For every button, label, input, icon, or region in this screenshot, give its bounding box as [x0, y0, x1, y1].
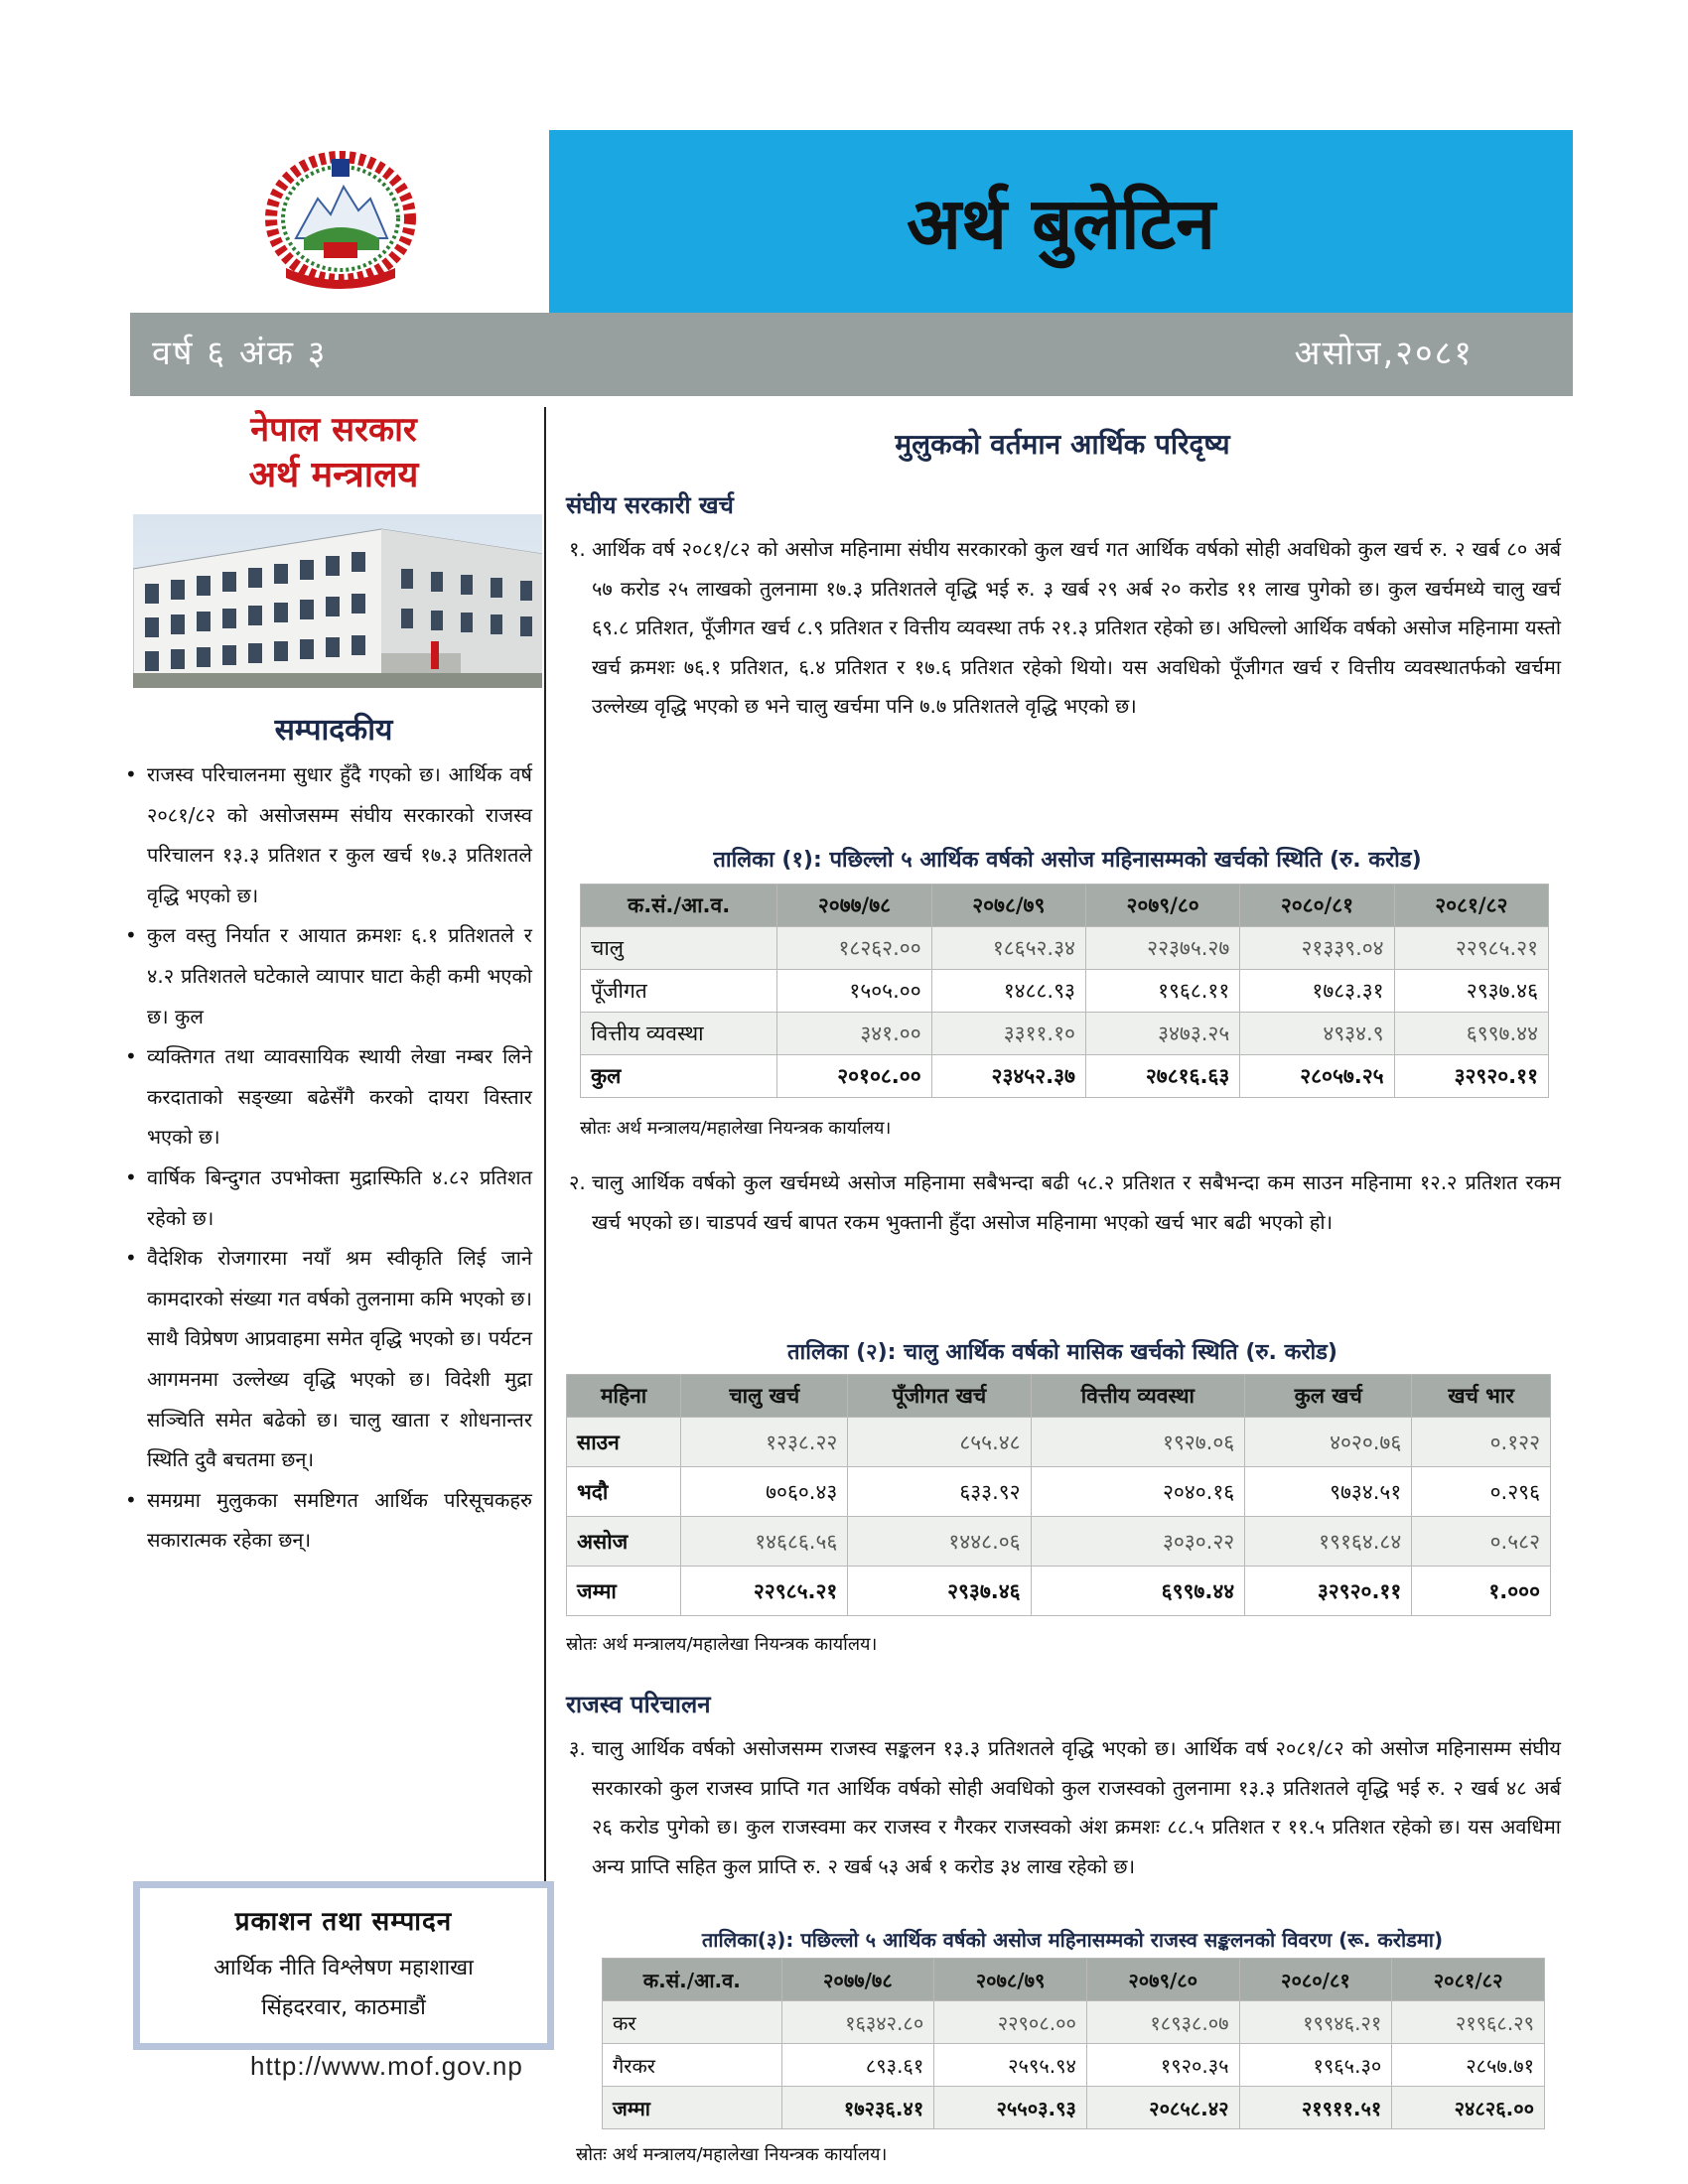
table-cell: ४९३४.९: [1240, 1013, 1394, 1055]
table-cell: १५०५.००: [777, 970, 931, 1013]
list-item: • समग्रमा मुलुकका समष्टिगत आर्थिक परिसूचकहरु सकारात्मक रहेका छन्।: [123, 1480, 532, 1561]
table-header-cell: २०८०/८१: [1239, 1959, 1392, 2001]
table-cell: २७८१६.६३: [1085, 1055, 1239, 1098]
table-cell: कर: [603, 2001, 782, 2044]
paragraph-text: आर्थिक वर्ष २०८१/८२ को असोज महिनामा संघीय सरकारको कुल खर्च गत आर्थिक वर्षको सोही अवधिको कुल खर्च रु. २ खर्ब ८० अर्ब ५७ करोड २५ लाखको तुलनामा १७.३ प्रतिशतले वृद्धि भई रु. ३ खर्ब २९ अर्ब २० करोड ११ लाख पुगेको छ। कुल खर्चमध्ये चालु खर्च ६९.८ प्रतिशत, पूँजीगत खर्च ८.९ प्रतिशत र वित्तीय व्यवस्था तर्फ २१.३ प्रतिशत रहेको छ। अघिल्लो आर्थिक वर्षको असोज महिनामा यस्तो खर्च क्रमशः ७६.१ प्रतिशत, ६.४ प्रतिशत र १७.६ प्रतिशत रहेको थियो। यस अवधिको पूँजीगत खर्च र वित्तीय व्यवस्थातर्फको खर्चमा उल्लेख्य वृद्धि भएको छ भने चालु खर्चमा पनि ७.७ प्रतिशतले वृद्धि भएको छ।: [592, 537, 1561, 718]
table-row: [567, 1467, 1551, 1517]
editorial-list: [123, 754, 532, 1561]
paragraph-1: [569, 530, 1561, 727]
publication-division: आर्थिक नीति विश्लेषण महाशाखा: [213, 1956, 474, 1980]
table-cell: २२३७५.२७: [1085, 927, 1239, 970]
table-cell: ३२९२०.११: [1394, 1055, 1548, 1098]
table-header-cell: कुल खर्च: [1245, 1375, 1412, 1418]
table-cell: २१३३९.०४: [1240, 927, 1394, 970]
table-row: [567, 1517, 1551, 1567]
table-cell: १८२६२.००: [777, 927, 931, 970]
table-cell: भदौ: [567, 1467, 681, 1517]
table3-revenue: [602, 1958, 1545, 2129]
publication-heading: प्रकाशन तथा सम्पादन: [234, 1907, 453, 1937]
table-cell: ९७३४.५१: [1245, 1467, 1412, 1517]
paragraph-text: चालु आर्थिक वर्षको कुल खर्चमध्ये असोज महिनामा सबैभन्दा बढी ५८.२ प्रतिशत र सबैभन्दा कम साउन महिनामा १२.२ प्रतिशत रकम खर्च भएको छ। चाडपर्व खर्च बापत रकम भुक्तानी हुँदा असोज महिनामा भएको खर्च भार बढी भएको हो।: [592, 1170, 1561, 1234]
bulletin-title-banner: [549, 130, 1573, 313]
table-cell: १४६८६.५६: [681, 1517, 848, 1567]
table-cell: जम्मा: [603, 2087, 782, 2129]
table-cell: १९६५.३०: [1239, 2044, 1392, 2087]
table-cell: २४८२६.००: [1392, 2087, 1545, 2129]
table-header-cell: क.सं./आ.व.: [581, 885, 777, 927]
table-cell: ३२९२०.११: [1245, 1567, 1412, 1616]
sidebar-divider: [544, 407, 546, 1936]
table-header-cell: २०७९/८०: [1086, 1959, 1239, 2001]
table-header-cell: खर्च भार: [1412, 1375, 1551, 1418]
list-item: • राजस्व परिचालनमा सुधार हुँदै गएको छ। आर्थिक वर्ष २०८१/८२ को असोजसम्म संघीय सरकारको राजस्व परिचालन १३.३ प्रतिशत र कुल खर्च १७.३ प्रतिशतले वृद्धि भएको छ।: [123, 754, 532, 915]
table-cell: २८५७.७१: [1392, 2044, 1545, 2087]
table-cell: ६९९७.४४: [1394, 1013, 1548, 1055]
table-header-cell: २०७८/७९: [931, 885, 1085, 927]
table-cell: ०.५८२: [1412, 1517, 1551, 1567]
section-heading-revenue: राजस्व परिचालन: [566, 1691, 711, 1718]
table-cell: १.०००: [1412, 1567, 1551, 1616]
table-cell: २२९८५.२१: [1394, 927, 1548, 970]
publication-box: [133, 1881, 554, 2050]
table-cell: पूँजीगत: [581, 970, 777, 1013]
ministry-name: अर्थ मन्त्रालय: [248, 455, 419, 495]
table-header-cell: चालु खर्च: [681, 1375, 848, 1418]
table-cell: ३३११.१०: [931, 1013, 1085, 1055]
table-cell: ४०२०.७६: [1245, 1418, 1412, 1467]
table-cell: ८५५.४८: [848, 1418, 1031, 1467]
table-cell: साउन: [567, 1418, 681, 1467]
issue-bar: [130, 313, 1573, 396]
paragraph-number: ३.: [569, 1736, 586, 1760]
table1-expenditure: [580, 884, 1549, 1098]
issue-number: वर्ष ६ अंक ३: [152, 334, 328, 373]
table-cell: १४४८.०६: [848, 1517, 1031, 1567]
table-header-cell: २०७९/८०: [1085, 885, 1239, 927]
table-cell: ७०६०.४३: [681, 1467, 848, 1517]
table-row: [567, 1418, 1551, 1467]
table-cell: चालु: [581, 927, 777, 970]
website-link[interactable]: http://www.mof.gov.np: [250, 2051, 523, 2081]
table-row: [581, 927, 1549, 970]
table-header-cell: २०८०/८१: [1240, 885, 1394, 927]
table-cell: ०.२९६: [1412, 1467, 1551, 1517]
table-cell: १९९४६.२१: [1239, 2001, 1392, 2044]
table-header-cell: २०८१/८२: [1394, 885, 1548, 927]
table-cell: २२९८५.२१: [681, 1567, 848, 1616]
table-row: [581, 1055, 1549, 1098]
table-cell: गैरकर: [603, 2044, 782, 2087]
paragraph-3: [569, 1729, 1561, 1886]
table-cell: २०४०.१६: [1031, 1467, 1245, 1517]
table-cell: २०१०८.००: [777, 1055, 931, 1098]
government-name-block: [130, 407, 537, 498]
table-cell: कुल: [581, 1055, 777, 1098]
table-cell: २२९०८.००: [934, 2001, 1087, 2044]
table-header-cell: २०७७/७८: [777, 885, 931, 927]
ministry-building-photo: [133, 514, 542, 688]
table-header-row: [581, 885, 1549, 927]
table2-caption: तालिका (२): चालु आर्थिक वर्षको मासिक खर्चको स्थिति (रु. करोड): [787, 1340, 1337, 1365]
publication-address: सिंहदरवार, काठमाडौं: [261, 1995, 426, 2020]
paragraph-2: [569, 1163, 1561, 1242]
table-cell: ३०३०.२२: [1031, 1517, 1245, 1567]
main-heading: मुलुकको वर्तमान आर्थिक परिदृष्य: [895, 428, 1230, 461]
table1-source: स्रोतः अर्थ मन्त्रालय/महालेखा नियन्त्रक कार्यालय।: [580, 1118, 892, 1139]
table-cell: ३४१.००: [777, 1013, 931, 1055]
list-item: • वैदेशिक रोजगारमा नयाँ श्रम स्वीकृति लिई जाने कामदारको संख्या गत वर्षको तुलनामा कमि भएको छ। साथै विप्रेषण आप्रवाहमा समेत वृद्धि भएको छ। पर्यटन आगमनमा उल्लेख्य वृद्धि भएको छ। विदेशी मुद्रा सञ्चिति समेत बढेको छ। चालु खाता र शोधनान्तर स्थिति दुवै बचतमा छन्।: [123, 1238, 532, 1480]
table-cell: २१९६८.२९: [1392, 2001, 1545, 2044]
table-cell: ३४७३.२५: [1085, 1013, 1239, 1055]
table-header-row: [603, 1959, 1545, 2001]
table-cell: १७२३६.४१: [781, 2087, 934, 2129]
paragraph-text: चालु आर्थिक वर्षको असोजसम्म राजस्व सङ्कलन १३.३ प्रतिशतले वृद्धि भएको छ। आर्थिक वर्ष २०८१/८२ को असोज महिनासम्म संघीय सरकारको कुल राजस्व प्राप्ति गत आर्थिक वर्षको सोही अवधिको कुल राजस्वको तुलनामा १३.३ प्रतिशतले वृद्धि भई रु. २ खर्ब ४८ अर्ब २६ करोड पुगेको छ। कुल राजस्वमा कर राजस्व र गैरकर राजस्वको अंश क्रमशः ८८.५ प्रतिशत र ११.५ प्रतिशत रहेको छ। यस अवधिमा अन्य प्राप्ति सहित कुल प्राप्ति रु. २ खर्ब ५३ अर्ब १ करोड ३४ लाख रहेको छ।: [592, 1736, 1561, 1878]
table-row: [603, 2044, 1545, 2087]
paragraph-number: २.: [569, 1170, 586, 1194]
paragraph-number: १.: [569, 537, 586, 561]
table-cell: १९२७.०६: [1031, 1418, 1245, 1467]
table2-source: स्रोतः अर्थ मन्त्रालय/महालेखा नियन्त्रक कार्यालय।: [566, 1634, 878, 1655]
table-cell: २३४५२.३७: [931, 1055, 1085, 1098]
table-cell: २१९११.५१: [1239, 2087, 1392, 2129]
table1-caption: तालिका (१): पछिल्लो ५ आर्थिक वर्षको असोज महिनासम्मको खर्चको स्थिति (रु. करोड): [713, 848, 1422, 873]
table-row: [603, 2001, 1545, 2044]
table-cell: ६९९७.४४: [1031, 1567, 1245, 1616]
table-cell: असोज: [567, 1517, 681, 1567]
nepal-emblem-icon: [256, 147, 425, 296]
table2-monthly-expenditure: [566, 1374, 1551, 1616]
table-row: [567, 1567, 1551, 1616]
list-item: • वार्षिक बिन्दुगत उपभोक्ता मुद्रास्फिति ४.८२ प्रतिशत रहेको छ।: [123, 1158, 532, 1238]
table-row: [603, 2087, 1545, 2129]
list-item: • कुल वस्तु निर्यात र आयात क्रमशः ६.१ प्रतिशतले र ४.२ प्रतिशतले घटेकाले व्यापार घाटा केही कमी भएको छ। कुल: [123, 915, 532, 1036]
table-cell: १९१६४.८४: [1245, 1517, 1412, 1567]
table3-caption: तालिका(३): पछिल्लो ५ आर्थिक वर्षको असोज महिनासम्मको राजस्व सङ्कलनको विवरण (रू. करोडमा): [701, 1928, 1444, 1952]
table-row: [581, 1013, 1549, 1055]
table-cell: १८६५२.३४: [931, 927, 1085, 970]
table-row: [581, 970, 1549, 1013]
table-cell: १४८८.९३: [931, 970, 1085, 1013]
table-cell: १७८३.३१: [1240, 970, 1394, 1013]
table-cell: २०८५८.४२: [1086, 2087, 1239, 2129]
table-cell: २५९५.९४: [934, 2044, 1087, 2087]
table-header-row: [567, 1375, 1551, 1418]
table-cell: ०.१२२: [1412, 1418, 1551, 1467]
table-cell: ६३३.९२: [848, 1467, 1031, 1517]
table-cell: १९२०.३५: [1086, 2044, 1239, 2087]
table-header-cell: क.सं./आ.व.: [603, 1959, 782, 2001]
table-cell: १२३८.२२: [681, 1418, 848, 1467]
table-header-cell: वित्तीय व्यवस्था: [1031, 1375, 1245, 1418]
list-item: • व्यक्तिगत तथा व्यावसायिक स्थायी लेखा नम्बर लिने करदाताको सङ्ख्या बढेसँगै करको दायरा विस्तार भएको छ।: [123, 1036, 532, 1158]
table-cell: १८९३८.०७: [1086, 2001, 1239, 2044]
table-cell: २५५०३.९३: [934, 2087, 1087, 2129]
government-name: नेपाल सरकार: [250, 410, 417, 450]
table-cell: २८०५७.२५: [1240, 1055, 1394, 1098]
table-header-cell: २०८१/८२: [1392, 1959, 1545, 2001]
table-header-cell: महिना: [567, 1375, 681, 1418]
table-cell: ८९३.६१: [781, 2044, 934, 2087]
issue-date: असोज,२०८१: [1294, 334, 1474, 373]
table-header-cell: २०७७/७८: [781, 1959, 934, 2001]
editorial-title: सम्पादकीय: [274, 713, 393, 748]
table-cell: २९३७.४६: [848, 1567, 1031, 1616]
table-cell: १६३४२.८०: [781, 2001, 934, 2044]
table-header-cell: २०७८/७९: [934, 1959, 1087, 2001]
section-heading-expenditure: संघीय सरकारी खर्च: [566, 491, 734, 519]
table3-source: स्रोतः अर्थ मन्त्रालय/महालेखा नियन्त्रक कार्यालय।: [576, 2144, 888, 2165]
table-cell: २९३७.४६: [1394, 970, 1548, 1013]
table-header-cell: पूँजीगत खर्च: [848, 1375, 1031, 1418]
table-cell: जम्मा: [567, 1567, 681, 1616]
table-cell: १९६८.११: [1085, 970, 1239, 1013]
bulletin-title: अर्थ बुलेटिन: [907, 182, 1215, 265]
table-cell: वित्तीय व्यवस्था: [581, 1013, 777, 1055]
